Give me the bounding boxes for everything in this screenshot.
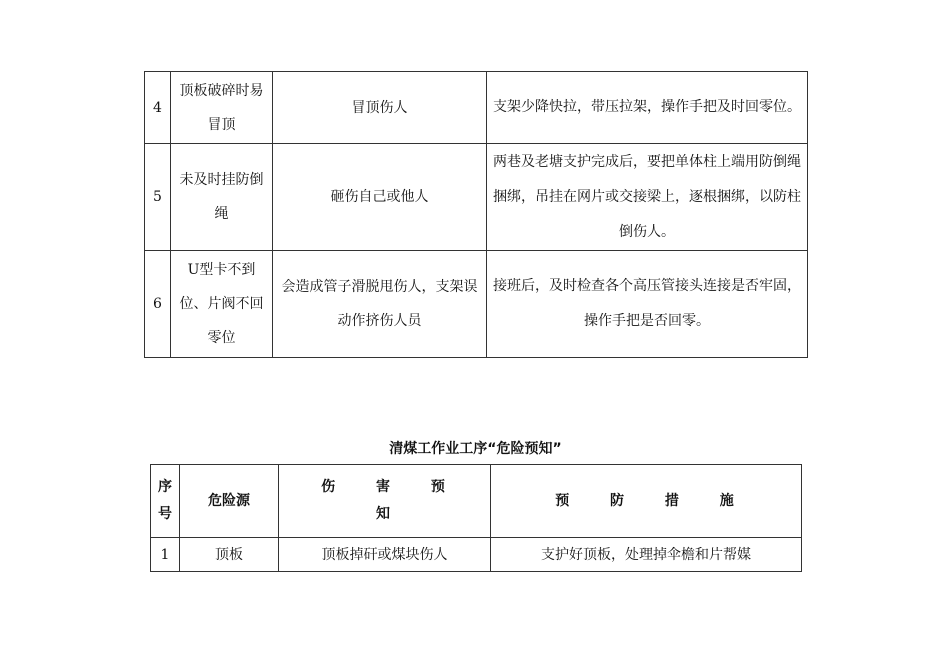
section-title: 清煤工作业工序“危险预知” bbox=[389, 441, 562, 457]
table-header-row bbox=[151, 465, 802, 538]
row-prevention: 支架少降快拉，带压拉架，操作手把及时回零位。 bbox=[487, 72, 808, 144]
table-row bbox=[151, 538, 802, 572]
header-prevention: 预 防 措 施 bbox=[491, 465, 802, 538]
row-harm: 会造成管子滑脱甩伤人，支架误动作挤伤人员 bbox=[273, 251, 487, 358]
row-harm: 冒顶伤人 bbox=[273, 72, 487, 144]
row-hazard-source: 顶板 bbox=[180, 538, 279, 572]
row-hazard-source: 顶板破碎时易冒顶 bbox=[171, 72, 273, 144]
header-hazard-source: 危险源 bbox=[180, 465, 279, 538]
row-prevention: 两巷及老塘支护完成后，要把单体柱上端用防倒绳捆绑，吊挂在网片或交接梁上，逐根捆绑，以防柱倒伤人。 bbox=[487, 144, 808, 251]
table-row bbox=[145, 251, 808, 358]
hazard-table bbox=[150, 464, 802, 572]
row-harm: 顶板掉矸或煤块伤人 bbox=[279, 538, 491, 572]
row-seq: 1 bbox=[151, 538, 180, 572]
hazard-table-continued bbox=[144, 71, 808, 358]
row-hazard-source: U型卡不到位、片阀不回零位 bbox=[171, 251, 273, 358]
table-row bbox=[145, 144, 808, 251]
row-seq: 5 bbox=[145, 144, 171, 251]
row-hazard-source: 未及时挂防倒绳 bbox=[171, 144, 273, 251]
row-seq: 4 bbox=[145, 72, 171, 144]
table-row bbox=[145, 72, 808, 144]
row-prevention: 接班后，及时检查各个高压管接头连接是否牢固，操作手把是否回零。 bbox=[487, 251, 808, 358]
row-harm: 砸伤自己或他人 bbox=[273, 144, 487, 251]
header-seq: 序号 bbox=[151, 465, 180, 538]
row-prevention: 支护好顶板，处理掉伞檐和片帮媒 bbox=[491, 538, 802, 572]
header-harm: 伤 害 预 知 bbox=[279, 465, 491, 538]
row-seq: 6 bbox=[145, 251, 171, 358]
